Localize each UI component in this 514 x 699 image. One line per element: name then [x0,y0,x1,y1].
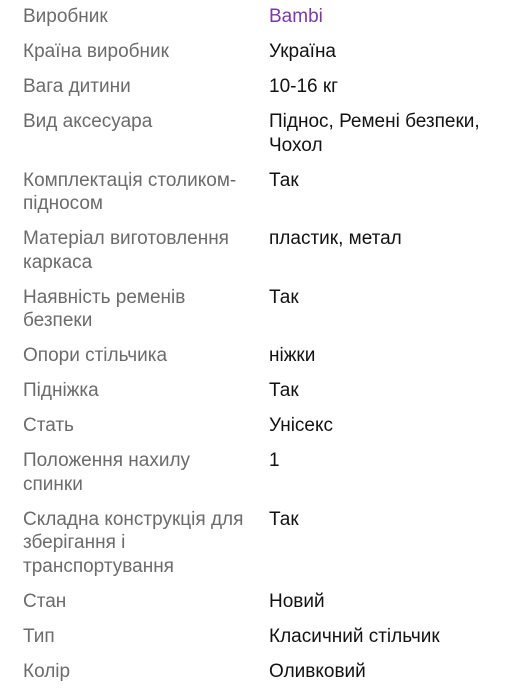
spec-row-gender [0,413,514,448]
spec-value: ніжки [269,345,316,366]
spec-label: Положення нахилу спинки [23,450,191,495]
spec-row-manufacturer [0,4,514,39]
spec-row-color [0,659,514,694]
spec-value: Класичний стільчик [269,625,440,647]
spec-value: Так [269,169,299,191]
spec-row-backrest-positions [0,448,514,507]
spec-row-footrest [0,378,514,413]
spec-row-condition [0,589,514,624]
spec-value: Так [269,380,299,401]
spec-label: Тип [23,625,55,647]
spec-label: Матеріал виготовлення каркаса [23,228,229,273]
spec-row-country [0,39,514,74]
spec-label: Вид аксесуара [23,111,153,132]
spec-row-tray [0,168,514,227]
spec-value: Так [269,508,299,530]
spec-value: Так [269,286,299,308]
spec-label: Підніжка [23,380,99,401]
spec-label: Комплектація столиком-підносом [23,169,237,214]
spec-row-safety-belts [0,285,514,344]
spec-row-type [0,624,514,659]
spec-label: Стан [23,590,67,612]
spec-value: 10-16 кг [269,76,339,97]
spec-label: Виробник [23,6,108,27]
spec-row-frame-material [0,226,514,285]
spec-label: Складна конструкція для зберігання і транспортування [23,508,244,577]
spec-label: Опори стільчика [23,345,168,366]
spec-label: Наявність ременів безпеки [23,286,186,331]
spec-value: Україна [269,41,337,62]
spec-value: Новий [269,590,325,612]
spec-label: Країна виробник [23,41,169,62]
spec-row-child-weight [0,74,514,109]
spec-label: Стать [23,415,74,436]
spec-value: пластик, метал [269,228,402,249]
manufacturer-link[interactable]: Bambi [269,6,323,27]
spec-value: 1 [269,450,280,471]
spec-value: Піднос, Ремені безпеки, Чохол [269,111,480,156]
spec-row-accessory-type [0,109,514,168]
spec-label: Колір [23,660,71,682]
spec-label: Вага дитини [23,76,131,97]
spec-row-chair-supports [0,343,514,378]
spec-row-foldable [0,507,514,589]
spec-value: Оливковий [269,660,366,682]
spec-value: Унісекс [269,415,334,436]
